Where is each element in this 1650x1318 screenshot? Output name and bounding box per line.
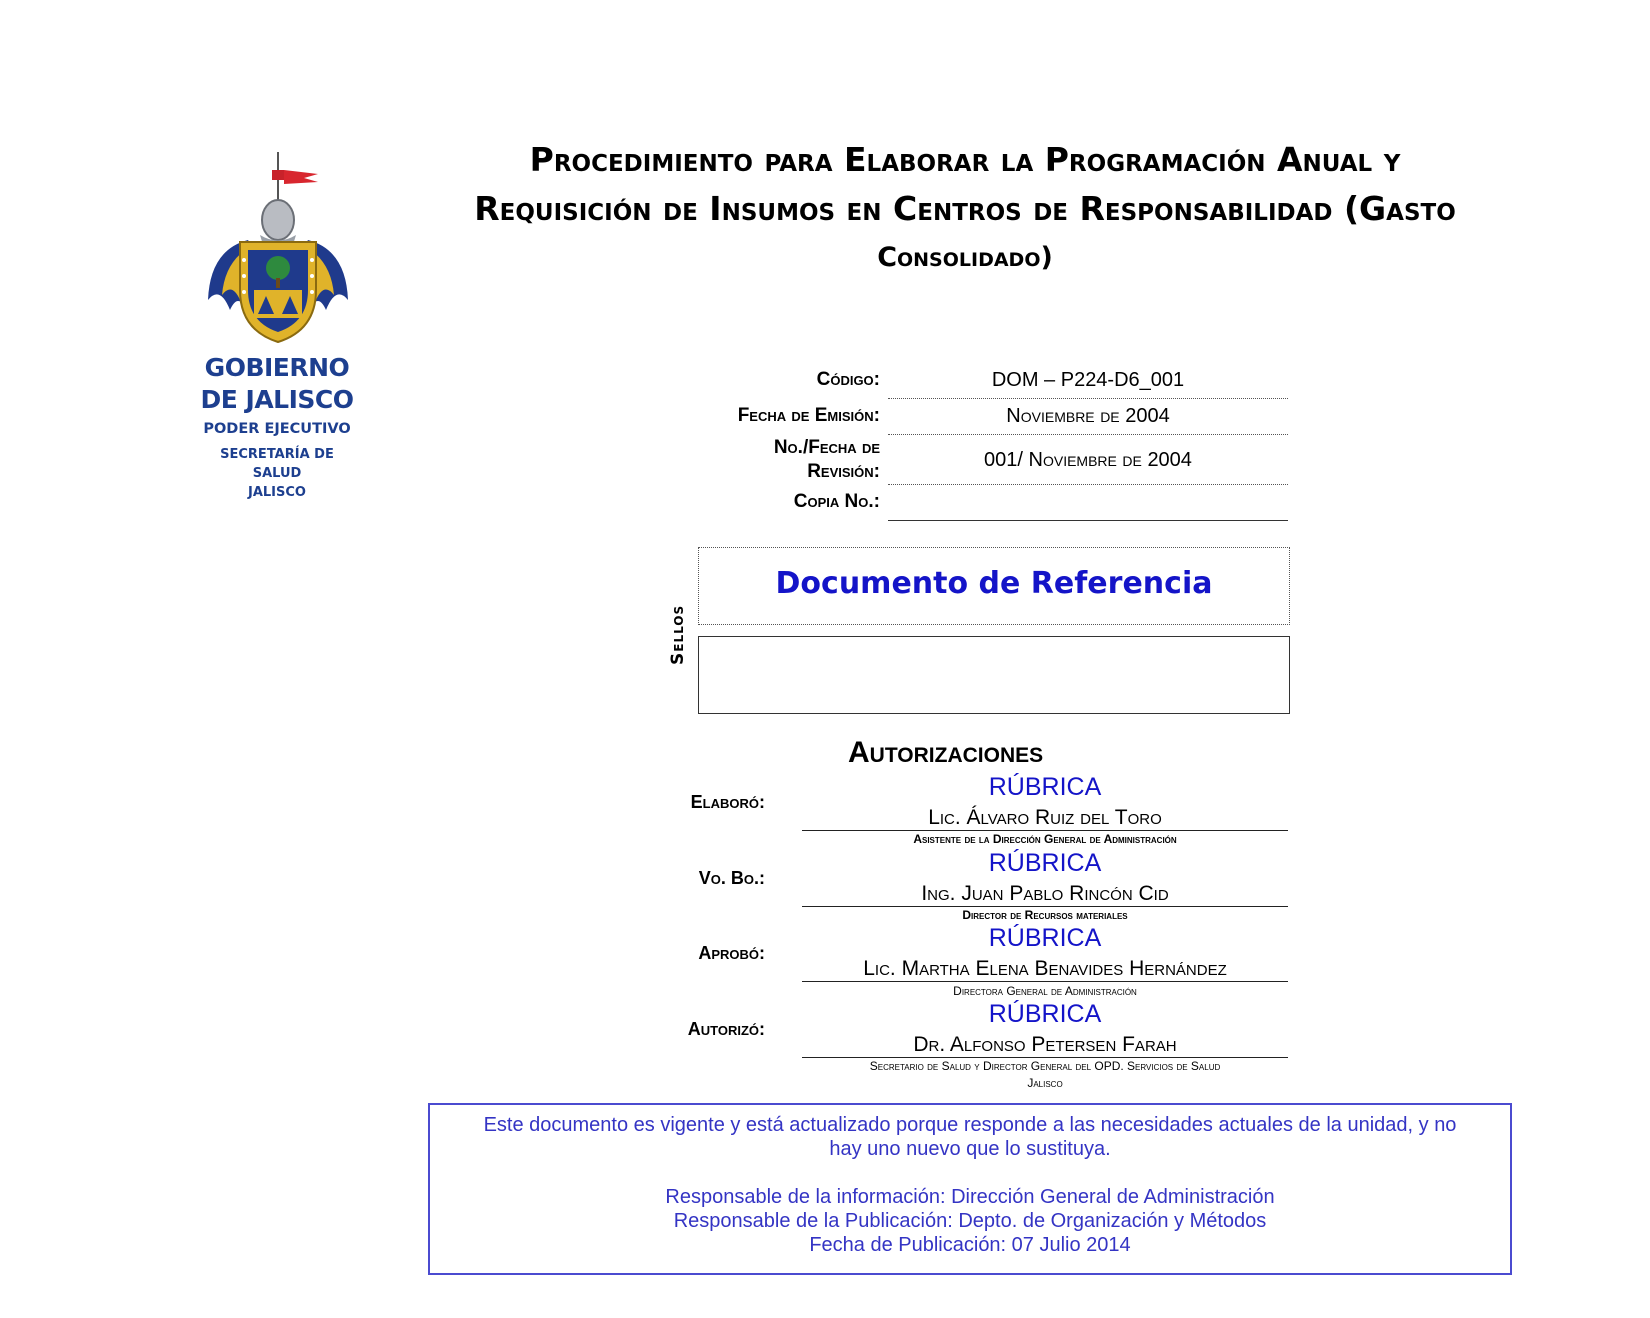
logo-text-poder-ejecutivo: PODER EJECUTIVO [203, 421, 351, 437]
signer-name-elaboro: Lic. Álvaro Ruiz del Toro [802, 806, 1288, 831]
sellos-label: Sellos [668, 604, 688, 665]
logo-text-de-jalisco: DE JALISCO [200, 385, 354, 414]
validity-note-box [428, 1103, 1512, 1275]
fecha-emision-label: Fecha de Emisión: [737, 405, 880, 426]
note-line-5: Fecha de Publicación: 07 Julio 2014 [809, 1234, 1131, 1256]
role-elaboro: Elaboró: [690, 792, 765, 812]
rubrica-elaboro: RÚBRICA [988, 773, 1102, 801]
title-line-2: Requisición de Insumos en Centros de Responsabilidad (Gasto [474, 189, 1456, 228]
role-aprobo: Aprobó: [698, 943, 765, 963]
role-autorizo: Autorizó: [687, 1019, 765, 1039]
rubrica-vobo: RÚBRICA [988, 849, 1102, 877]
codigo-label: Código: [816, 369, 880, 390]
logo-text-jalisco: JALISCO [248, 485, 306, 500]
logo-text-secretaria: SECRETARÍA DE [220, 447, 334, 462]
note-line-3: Responsable de la información: Dirección General de Administración [665, 1186, 1275, 1208]
reference-stamp-text: Documento de Referencia [775, 566, 1213, 601]
fecha-emision-value: Noviembre de 2004 [888, 404, 1288, 435]
signer-position-autorizo-line-1: Secretario de Salud y Director General del OPD. Servicios de Salud [869, 1059, 1221, 1073]
copia-value [888, 490, 1288, 521]
codigo-value: DOM – P224-D6_001 [888, 368, 1288, 399]
title-line-1: Procedimiento para Elaborar la Programación Anual y [529, 140, 1401, 179]
rubrica-aprobo: RÚBRICA [988, 924, 1102, 952]
logo-text [188, 352, 366, 502]
signer-position-aprobo: Directora General de Administración [953, 984, 1137, 998]
signer-name-aprobo: Lic. Martha Elena Benavides Hernández [802, 957, 1288, 982]
reference-stamp-box [698, 547, 1290, 625]
signer-position-elaboro: Asistente de la Dirección General de Administración [913, 832, 1177, 846]
note-line-2: hay uno nuevo que lo sustituya. [829, 1138, 1111, 1160]
signer-name-vobo: Ing. Juan Pablo Rincón Cid [802, 882, 1288, 907]
role-vobo: Vo. Bo.: [698, 868, 765, 888]
signer-position-autorizo-line-2: Jalisco [1027, 1076, 1063, 1090]
jalisco-coat-of-arms-logo [190, 150, 360, 350]
title-line-3: Consolidado) [877, 242, 1053, 273]
rubrica-autorizo: RÚBRICA [988, 1000, 1102, 1028]
revision-value: 001/ Noviembre de 2004 [888, 448, 1288, 485]
empty-stamp-box [698, 636, 1290, 714]
signer-name-autorizo: Dr. Alfonso Petersen Farah [802, 1033, 1288, 1058]
autorizaciones-heading: Autorizaciones [848, 736, 1044, 769]
revision-label-line-1: No./Fecha de [773, 437, 880, 458]
signer-position-vobo: Director de Recursos materiales [962, 908, 1128, 922]
note-line-4: Responsable de la Publicación: Depto. de Organización y Métodos [673, 1210, 1267, 1232]
document-title [400, 135, 1530, 282]
revision-label-line-2: Revisión: [807, 461, 880, 482]
note-line-1: Este documento es vigente y está actualizado porque responde a las necesidades actuales de la unidad, y no [483, 1114, 1457, 1136]
logo-text-gobierno: GOBIERNO [204, 353, 350, 382]
logo-text-salud: SALUD [252, 466, 302, 481]
copia-label: Copia No.: [793, 491, 880, 512]
